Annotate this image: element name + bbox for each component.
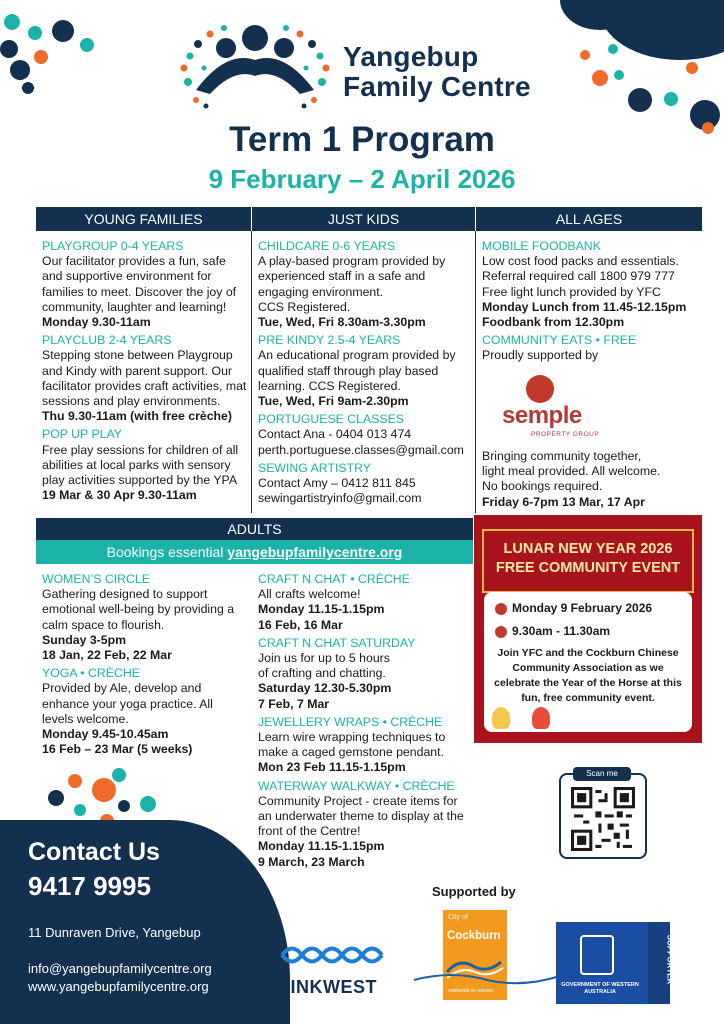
- program-description: enhance your yoga practice. All: [42, 696, 213, 711]
- decor-dot: [628, 88, 652, 112]
- org-name: [343, 42, 531, 102]
- org-name-line1: Yangebup: [343, 41, 479, 72]
- program-description: abilities at local parks with sensory: [42, 457, 231, 472]
- wa-government-text: GOVERNMENT OF WESTERN AUSTRALIA: [561, 982, 639, 995]
- program-section: [258, 572, 472, 633]
- calendar-icon: [495, 603, 507, 615]
- lunar-card: [484, 592, 692, 732]
- young-families-heading: YOUNG FAMILIES: [36, 207, 251, 231]
- community-eats-text: light meal provided. All welcome.: [482, 464, 661, 479]
- program-description: Free light lunch provided by YFC: [482, 284, 661, 299]
- column-divider: [475, 231, 476, 513]
- program-description: learning. CCS Registered.: [258, 378, 401, 393]
- all-ages-heading: ALL AGES: [476, 207, 702, 231]
- program-schedule: Mon 23 Feb 11.15-1.15pm: [258, 760, 406, 775]
- decor-dot: [80, 38, 94, 52]
- program-description: Provided by Ale, develop and: [42, 681, 202, 696]
- scan-me-label: Scan me: [573, 767, 631, 781]
- lunar-title-line2: FREE COMMUNITY EVENT: [495, 560, 681, 576]
- adults-right-column: [258, 569, 472, 873]
- program-description: levels welcome.: [42, 711, 129, 726]
- cockburn-name: Cockburn: [447, 930, 501, 942]
- program-description: play activities supported by the YPA: [42, 473, 238, 488]
- young-families-column: [42, 236, 248, 506]
- bookings-bar: [36, 540, 473, 564]
- decor-dot: [48, 790, 64, 806]
- community-eats-details: [482, 449, 700, 510]
- contact-phone[interactable]: 9417 9995: [28, 871, 151, 901]
- program-description: make a caged gemstone pendant.: [258, 745, 444, 760]
- decor-dot: [74, 804, 86, 816]
- contact-title: Contact Us: [28, 838, 160, 866]
- wa-crest-icon: [580, 935, 614, 975]
- program-title: WOMEN’S CIRCLE: [42, 572, 150, 586]
- adults-heading: ADULTS: [36, 518, 473, 540]
- lunar-time: 9.30am - 11.30am: [512, 624, 611, 638]
- program-description: A play-based program provided by: [258, 254, 446, 269]
- decor-dot: [118, 800, 130, 812]
- decor-dot: [4, 14, 20, 30]
- program-title: PORTUGUESE CLASSES: [258, 412, 405, 427]
- just-kids-column: [258, 236, 472, 509]
- decor-dot: [68, 774, 82, 788]
- program-description: An educational program provided by: [258, 348, 456, 363]
- all-ages-column: [482, 236, 700, 367]
- program-description: Our facilitator provides a fun, safe: [42, 254, 226, 269]
- qr-code: [571, 787, 635, 851]
- child-illustration: [492, 707, 510, 729]
- program-title: WATERWAY WALKWAY • CRÈCHE: [258, 778, 455, 793]
- program-section: [258, 779, 472, 870]
- program-section: [258, 412, 472, 458]
- program-schedule: 18 Jan, 22 Feb, 22 Mar: [42, 648, 172, 663]
- program-schedule: Tue, Wed, Fri 9am-2.30pm: [258, 394, 409, 409]
- program-section: [482, 333, 700, 363]
- decor-dot: [614, 70, 624, 80]
- child-illustration: [532, 707, 550, 729]
- program-title: POP UP PLAY: [42, 427, 122, 442]
- program-title: MOBILE FOODBANK: [482, 239, 601, 253]
- program-schedule: Monday Lunch from 11.45-12.15pm: [482, 299, 687, 314]
- program-schedule: 16 Feb, 16 Mar: [258, 617, 343, 632]
- program-section: [482, 239, 700, 330]
- program-schedule: 7 Feb, 7 Mar: [258, 696, 330, 711]
- community-eats-text: No bookings required.: [482, 479, 603, 494]
- program-description: and supportive environment for: [42, 269, 212, 284]
- contact-address: 11 Dunraven Drive, Yangebup: [28, 925, 201, 940]
- contact-website[interactable]: www.yangebupfamilycentre.org: [28, 979, 209, 994]
- supported-by-label: Supported by: [432, 884, 516, 899]
- bookings-link[interactable]: yangebupfamilycentre.org: [227, 544, 403, 560]
- decor-dot: [592, 70, 608, 86]
- program-section: [258, 461, 472, 507]
- lunar-time-row: [495, 624, 610, 638]
- lunar-title: [482, 529, 694, 593]
- program-schedule: Monday 11.15-1.15pm: [258, 602, 385, 617]
- semple-name: semple: [502, 402, 582, 429]
- program-description: calm space to flourish.: [42, 617, 165, 632]
- program-section: [258, 636, 472, 712]
- term-dates: 9 February – 2 April 2026: [208, 164, 516, 194]
- program-title: SEWING ARTISTRY: [258, 460, 371, 475]
- program-description: Gathering designed to support: [42, 587, 208, 602]
- clock-icon: [495, 626, 507, 638]
- program-description: facilitator provides craft activities, mat: [42, 378, 247, 393]
- contact-email[interactable]: info@yangebupfamilycentre.org: [28, 961, 212, 976]
- cockburn-city-of: City of: [448, 914, 468, 921]
- program-schedule: Monday 9.30-11am: [42, 315, 151, 330]
- program-description: of crafting and chatting.: [258, 666, 386, 681]
- column-divider: [251, 231, 252, 513]
- bookings-label: Bookings essential: [106, 544, 228, 560]
- program-description: qualified staff through play based: [258, 363, 439, 378]
- program-schedule: Monday 11.15-1.15pm: [258, 839, 385, 854]
- linkwest-logo: [278, 940, 390, 970]
- program-section: [42, 333, 248, 424]
- program-description: families to meet. Discover the joy of: [42, 284, 237, 299]
- program-description: Proudly supported by: [482, 348, 599, 363]
- program-section: [42, 666, 252, 757]
- lunar-date-row: [495, 601, 652, 615]
- lunar-date: Monday 9 February 2026: [512, 601, 653, 615]
- program-description: Contact Ana - 0404 013 474: [258, 427, 412, 442]
- semple-sub: PROPERTY GROUP: [531, 431, 600, 438]
- linkwest-name: LINKWEST: [279, 977, 377, 997]
- program-description: engaging environment.: [258, 284, 384, 299]
- program-schedule: 16 Feb – 23 Mar (5 weeks): [42, 742, 193, 757]
- program-title: YOGA • CRÈCHE: [42, 666, 140, 681]
- community-eats-time: Friday 6-7pm 13 Mar, 17 Apr: [482, 494, 645, 509]
- program-description: sessions and play environments.: [42, 394, 221, 409]
- program-schedule: Foodbank from 12.30pm: [482, 315, 625, 330]
- decor-dot: [22, 82, 34, 94]
- program-description: Stepping stone between Playgroup: [42, 348, 233, 363]
- program-description: Low cost food packs and essentials.: [482, 254, 679, 269]
- decor-dot: [664, 92, 678, 106]
- program-section: [42, 572, 252, 663]
- adults-left-column: [42, 569, 252, 760]
- decor-dot: [686, 62, 698, 74]
- program-section: [258, 333, 472, 409]
- program-description: Community Project - create items for: [258, 793, 458, 808]
- program-description: and Kindy with parent support. Our: [42, 363, 233, 378]
- program-title: PLAYGROUP 0-4 YEARS: [42, 239, 184, 253]
- cockburn-tagline: wetlands to waves: [448, 988, 493, 994]
- decor-dot: [112, 768, 126, 782]
- program-description: Referral required call 1800 979 777: [482, 269, 675, 284]
- program-description: an underwater theme to display at the: [258, 809, 464, 824]
- program-description: Learn wire wrapping techniques to: [258, 730, 446, 745]
- program-schedule: 19 Mar & 30 Apr 9.30-11am: [42, 488, 197, 503]
- program-description: perth.portuguese.classes@gmail.com: [258, 442, 464, 457]
- community-eats-text: Bringing community together,: [482, 449, 642, 463]
- decor-dot: [92, 778, 116, 802]
- program-schedule: Monday 9.45-10.45am: [42, 727, 169, 742]
- program-title: JEWELLERY WRAPS • CRÈCHE: [258, 714, 443, 729]
- program-description: experienced staff in a safe and: [258, 269, 426, 284]
- program-section: [42, 427, 248, 503]
- lunar-new-year-panel: [474, 515, 702, 743]
- program-description: front of the Centre!: [258, 824, 361, 839]
- decor-dot: [10, 60, 30, 80]
- decor-dot: [28, 26, 42, 40]
- program-description: Join us for up to 5 hours: [258, 651, 390, 666]
- term-title: Term 1 Program: [229, 120, 495, 159]
- lunar-title-line1: LUNAR NEW YEAR 2026: [503, 541, 673, 557]
- program-title: CRAFT N CHAT SATURDAY: [258, 635, 416, 650]
- wave-swoosh: [412, 968, 562, 988]
- program-description: All crafts welcome!: [258, 587, 361, 602]
- decor-dot: [34, 50, 48, 64]
- program-schedule: Saturday 12.30-5.30pm: [258, 681, 392, 696]
- program-description: sewingartistryinfo@gmail.com: [258, 491, 422, 506]
- program-description: Contact Amy – 0412 811 845: [258, 476, 416, 491]
- program-description: community, laughter and learning!: [42, 299, 227, 314]
- family-centre-logo: [176, 20, 334, 110]
- supporter-label: SUPPORTER: [665, 934, 675, 985]
- program-schedule: Tue, Wed, Fri 8.30am-3.30pm: [258, 315, 426, 330]
- decor-dot: [52, 20, 74, 42]
- qr-code-box[interactable]: [559, 773, 647, 859]
- org-name-line2: Family Centre: [343, 71, 531, 102]
- semple-logo: [526, 375, 554, 403]
- program-schedule: 9 March, 23 March: [258, 854, 365, 869]
- program-title: CHILDCARE 0-6 YEARS: [258, 239, 396, 253]
- program-title: PRE KINDY 2.5-4 YEARS: [258, 333, 401, 348]
- program-title: CRAFT N CHAT • CRÈCHE: [258, 572, 410, 586]
- program-title: COMMUNITY EATS • FREE: [482, 333, 637, 348]
- program-description: CCS Registered.: [258, 299, 351, 314]
- decor-dot: [0, 40, 18, 58]
- program-section: [42, 239, 248, 330]
- program-description: Free play sessions for children of all: [42, 442, 239, 457]
- program-title: PLAYCLUB 2-4 YEARS: [42, 333, 172, 348]
- program-description: emotional well-being by providing a: [42, 602, 235, 617]
- program-section: [258, 239, 472, 330]
- program-schedule: Thu 9.30-11am (with free crèche): [42, 409, 232, 424]
- lunar-description: Join YFC and the Cockburn Chinese Community Association as we celebrate the Year of the Horse at this fun, free community event.: [494, 647, 682, 704]
- program-schedule: Sunday 3-5pm: [42, 632, 127, 647]
- just-kids-heading: JUST KIDS: [252, 207, 475, 231]
- decor-dot: [140, 796, 156, 812]
- decor-dot: [608, 44, 618, 54]
- decor-dot: [580, 50, 590, 60]
- program-section: [258, 715, 472, 776]
